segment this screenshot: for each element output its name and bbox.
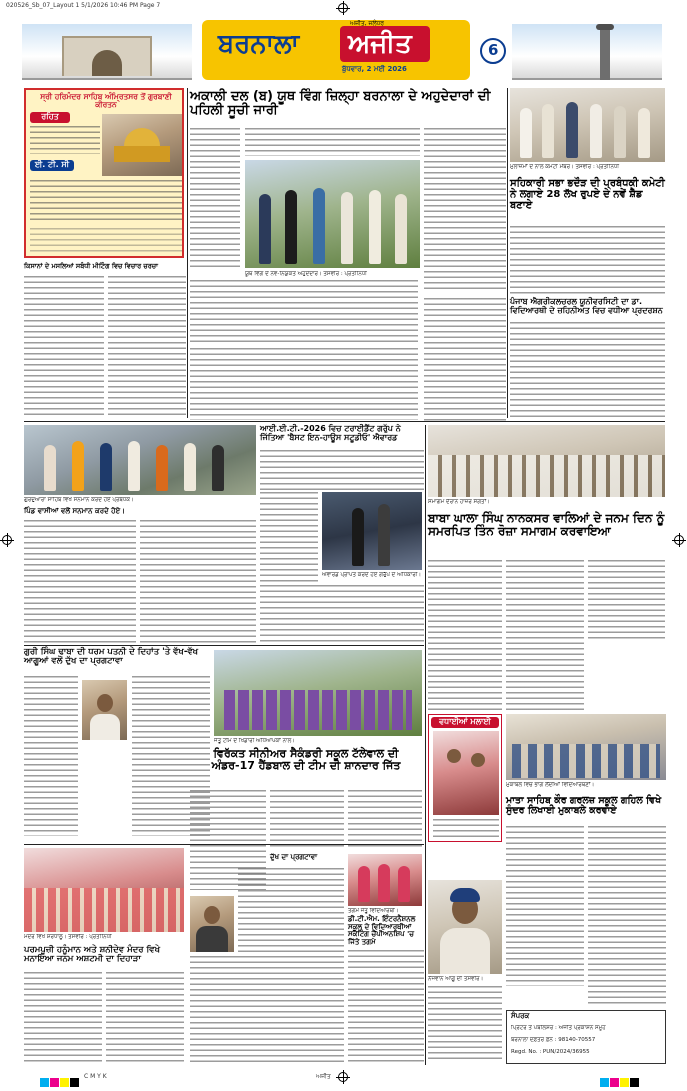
portrait-body [440,928,490,974]
person-figure [398,866,410,902]
tower-top-icon [596,24,614,30]
hanuman-body-1 [24,972,102,1062]
middle-column-body [424,298,506,422]
award-headline: ਆਈ.ਈ.ਟੀ.-2026 ਵਿਚ ਟਰਾਈਡੈਂਟ ਗਰੁੱਪ ਨੇ ਜਿੱਤਿਆ 'ਬੈਸਟ ਇਨ-ਹਾਊਸ ਸਟੂਡੀਓ' ਐਵਾਰਡ [260,424,401,442]
masthead-right-photo [512,24,662,80]
person-figure [72,441,84,491]
dtm-headline: ਡੀ.ਟੀ.ਐਮ. ਇੰਟਰਨੈਸ਼ਨਲ ਸਕੂਲ ਦੇ ਵਿਦਿਆਰਥੀਆਂ ਸਕੇਟਿੰਗ ਚੈਂਪੀਅਨਸ਼ਿਪ 'ਚ ਜਿੱਤੇ ਤਗਮੇ [348,915,416,947]
temple-dome-icon [124,128,160,148]
exam-headline: ਮਾਤਾ ਸਾਹਿਬ ਕੌਰ ਗਰਲਜ਼ ਸਕੂਲ ਗਹਿਲ ਵਿਖੇ ਸੁੰਦਰ ਲਿਖਾਈ ਮੁਕਾਬਲੇ ਕਰਵਾਏ [506,795,662,817]
award-caption: ਐਵਾਰਡ ਪ੍ਰਾਪਤ ਕਰਦੇ ਹੋਏ ਗਰੁੱਪ ਦੇ ਅਧਿਕਾਰੀ। [322,572,422,578]
farmers-body-2 [108,276,186,418]
column-rule [24,645,424,646]
print-cmyk: C M Y K [84,1073,107,1080]
footer-title: ਸੰਪਰਕ [511,1012,530,1020]
person-figure [259,194,271,264]
person-figure [184,443,196,491]
school-body-2 [270,790,344,850]
ad-subtitle-badge: ਰਹਿਤ [30,112,70,123]
person-figure [156,445,168,491]
column-rule [187,88,188,418]
condolence-headline: ਗੁਰੀ ਸਿੰਘ ਢਾਬਾ ਦੀ ਧਰਮ ਪਤਨੀ ਦੇ ਦਿਹਾਂਤ 'ਤੇ ਵੱਖ-ਵੱਖ ਆਗੂਆਂ ਵਲੋਂ ਦੁੱਖ ਦਾ ਪ੍ਰਗਟਾਵਾ [24,647,199,667]
village-headline: ਪਿੰਡ ਵਾਸੀਆਂ ਵਲੋਂ ਸਨਮਾਨ ਕਰਦੇ ਹੋਏ। [24,507,125,515]
school-body-3 [348,790,422,850]
masthead-left-photo [22,24,192,80]
person-figure [590,104,602,158]
ad-text [30,126,100,154]
person-figure [378,864,390,902]
lead-column-3 [424,128,506,293]
award-body-3 [260,585,424,645]
person-figure [542,104,554,158]
cooperative-photo [510,88,665,162]
village-body-1 [24,520,136,644]
condolence-body-1 [24,676,78,836]
exam-body-1 [506,826,584,986]
award-photo [322,492,422,570]
mourning-portrait [190,896,234,952]
portrait-body [90,714,120,740]
team-row [224,690,412,730]
portrait-head [204,906,220,924]
page-number: 6 [488,41,499,59]
village-body-2 [140,520,256,644]
portrait-body [196,926,228,952]
masthead-nameplate [202,20,470,80]
person-figure [520,108,532,158]
farmers-body-1 [24,276,104,418]
lead-body-extra [190,348,418,420]
person-figure [313,188,325,264]
footer-line: ਬਰਨਾਲਾ ਦਫ਼ਤਰ ਫ਼ੋਨ : 98140-70557 [511,1037,596,1043]
masthead-title-right: ਅਜੀਤ [348,29,412,59]
portrait-caption: ਨੌਜਵਾਨ ਆਗੂ ਦੀ ਤਸਵੀਰ। [428,976,484,982]
registration-mark-icon [338,3,348,13]
lead-column-1 [190,128,240,270]
print-slug: 020526_Sb_07_Layout 1 5/1/2026 10:46 PM Page 7 [6,2,161,9]
wedding-photo [433,731,499,815]
dtm-caption: ਤਗਮੇ ਜੇਤੂ ਵਿਦਿਆਰਥੀ। [348,908,399,914]
award-body [260,450,424,490]
portrait-head [447,749,461,763]
portrait-photo [428,880,502,974]
baba-body-2 [506,560,584,710]
registration-mark-icon [2,535,12,545]
wedding-text [433,819,499,839]
person-figure [100,443,112,491]
gurbani-ad [24,88,184,258]
baba-body-1 [428,560,502,710]
ad-text-3 [30,228,182,254]
crowd-rows [24,888,184,932]
lead-photo [245,160,420,268]
lead-caption: ਯੂਥ ਵਿੰਗ ਦੇ ਨਵ-ਨਿਯੁਕਤ ਅਹੁਦੇਦਾਰ। ਤਸਵੀਰ : ਪ੍ਰਤੀਨਿਧੀ [245,271,367,277]
farmers-headline: ਕਿਸਾਨਾਂ ਦੇ ਮਸਲਿਆਂ ਸਬੰਧੀ ਮੀਟਿੰਗ ਵਿਚ ਵਿਚਾਰ ਚਰਚਾ [24,262,159,270]
mourning-body-2 [190,956,344,1062]
wedding-label: ਵਧਾਈਆਂ ਮਲਾਈ [431,717,499,728]
exam-body-2 [588,826,666,1006]
print-bottom-center: ਅਜੀਤ [316,1073,331,1080]
lead-headline: ਅਕਾਲੀ ਦਲ (ਬ) ਯੂਥ ਵਿੰਗ ਜ਼ਿਲ੍ਹਾ ਬਰਨਾਲਾ ਦੇ ਅਹੁਦੇਦਾਰਾਂ ਦੀ ਪਹਿਲੀ ਸੂਚੀ ਜਾਰੀ [190,89,491,119]
person-figure [369,190,381,264]
person-figure [212,445,224,491]
portrait-body-text [428,986,502,1062]
temple-base-icon [114,146,170,162]
school-caption: ਜੇਤੂ ਟੀਮ ਦੇ ਖਿਡਾਰੀ ਅਧਿਆਪਕਾਂ ਨਾਲ। [214,738,296,744]
portrait-head [471,753,485,767]
turban-icon [450,888,480,902]
crowd-rows [428,455,665,497]
award-body-2 [260,492,318,582]
golden-temple-photo [102,114,182,176]
cooperative-headline: ਸਹਿਕਾਰੀ ਸਭਾ ਭਦੌੜ ਦੀ ਪ੍ਰਬੰਧਕੀ ਕਮੇਟੀ ਨੇ ਲਗਾਏ 28 ਲੱਖ ਰੁਪਏ ਦੇ ਨਵੇਂ ਸ਼ੈੱਡ ਬਣਾਏ [510,178,665,211]
person-figure [358,866,370,902]
person-figure [378,504,390,566]
footer-box [506,1010,666,1064]
portrait-head [97,694,113,712]
desk-rows [512,744,660,778]
column-rule [24,421,665,422]
wedding-box [428,714,502,842]
ad-text-2 [30,180,182,224]
hanuman-photo [24,848,184,932]
baba-headline: ਬਾਬਾ ਘਾਲਾ ਸਿੰਘ ਨਾਨਕਸਰ ਵਾਲਿਆਂ ਦੇ ਜਨਮ ਦਿਨ ਨੂੰ ਸਮਰਪਿਤ ਤਿੰਨ ਰੋਜ਼ਾ ਸਮਾਗਮ ਕਰਵਾਇਆ [428,511,665,539]
tower-icon [600,28,610,80]
person-figure [395,194,407,264]
column-rule [425,425,426,1065]
condolence-portrait [82,680,127,740]
person-figure [128,441,140,491]
person-figure [352,508,364,566]
person-figure [285,190,297,264]
footer-line: Regd. No. : PUN/2024/36955 [511,1049,590,1055]
baba-body-3 [588,560,665,640]
school-team-photo [214,650,422,736]
lead-body-bottom [190,280,418,344]
masthead-title-left: ਬਰਨਾਲਾ [218,29,300,59]
cooperative-caption: ਮੁਲਾਜ਼ਮਾਂ ਦੇ ਨਾਲ ਕਮੇਟੀ ਮੈਂਬਰ। ਤਸਵੀਰ : ਪ੍ਰਤੀਨਿਧੀ [510,164,620,170]
registration-mark-icon [338,1072,348,1082]
temple-caption: ਗੁਰਦੁਆਰਾ ਸਾਹਿਬ ਵਿਖੇ ਸਨਮਾਨ ਕਰਦੇ ਹੋਏ ਪ੍ਰਬੰਧਕ। [24,497,134,503]
person-figure [341,192,353,264]
temple-photo [24,425,256,495]
hanuman-body-2 [106,972,184,1062]
baba-caption: ਸਮਾਗਮ ਦੌਰਾਨ ਹਾਜ਼ਰ ਸੰਗਤਾਂ। [428,499,490,505]
dtm-body [348,950,424,1062]
university-headline: ਪੰਜਾਬ ਐਗਰੀਕਲਚਰਲ ਯੂਨੀਵਰਸਿਟੀ ਦਾ ਡਾ. ਵਿਦਿਆਰਥੀ ਦੇ ਜ਼ਹਿਨੀਅਤ ਵਿਚ ਵਧੀਆ ਪ੍ਰਦਰਸ਼ਨ [510,297,663,315]
dtm-photo [348,854,422,906]
person-figure [638,108,650,158]
person-figure [44,445,56,491]
hanuman-headline: ਪਰਮਪੂਜ਼ੀ ਹਨੂੰਮਾਨ ਅਤੇ ਸ਼ਨੀਦੇਵ ਮੰਦਰ ਵਿਖੇ ਮਨਾਇਆ ਜਨਮ ਅਸ਼ਟਮੀ ਦਾ ਦਿਹਾੜਾ [24,945,160,965]
masthead [22,18,662,82]
column-rule [507,88,508,418]
ad-title: ਸ੍ਰੀ ਹਰਿਮੰਦਰ ਸਾਹਿਬ ਅੰਮ੍ਰਿਤਸਰ ਤੋਂ ਗੁਰਬਾਣੀ ਕੀਰਤਨ [40,92,172,110]
registration-mark-icon [674,535,684,545]
university-body [510,322,665,422]
masthead-date: ਬੁੱਧਵਾਰ, 2 ਮਈ 2026 [342,65,407,73]
color-bar [600,1072,640,1091]
masthead-tagline: ਅਜੀਤ, ਜਲੰਧਰ [350,20,385,27]
mourning-body [238,868,344,952]
column-rule [24,844,424,845]
color-bar [40,1072,80,1091]
person-figure [614,106,626,158]
school-headline: ਵਿਰੱਕਤ ਸੀਨੀਅਰ ਸੈਕੰਡਰੀ ਸਕੂਲ ਟੱਲੇਵਾਲ ਦੀ ਅੰਡਰ-17 ਹੈਂਡਬਾਲ ਦੀ ਟੀਮ ਦੀ ਸ਼ਾਨਦਾਰ ਜਿੱਤ [211,747,401,773]
mourning-headline: ਦੁੱਖ ਦਾ ਪ੍ਰਗਟਾਵਾ [270,853,318,861]
hanuman-caption: ਮੰਦਰ ਵਿਖੇ ਸ਼ਰਧਾਲੂ। ਤਸਵੀਰ : ਪ੍ਰਤੀਨਿਧੀ [24,934,112,940]
footer-line: ਪ੍ਰਿੰਟਰ ਤੇ ਪਬਲਿਸ਼ਰ : ਅਜੀਤ ਪ੍ਰਕਾਸ਼ਨ ਸਮੂਹ [511,1025,606,1031]
exam-caption: ਮੁਕਾਬਲੇ ਵਿਚ ਭਾਗ ਲੈਂਦੀਆਂ ਵਿਦਿਆਰਥਣਾਂ। [506,782,595,788]
ad-label-badge: ਈ. ਟੀ. ਸੀ [30,160,74,171]
gate-arch-icon [92,50,122,76]
person-figure [566,102,578,158]
lead-column-2 [245,128,420,156]
cooperative-body [510,226,665,294]
exam-photo [506,714,666,780]
baba-photo [428,425,665,497]
